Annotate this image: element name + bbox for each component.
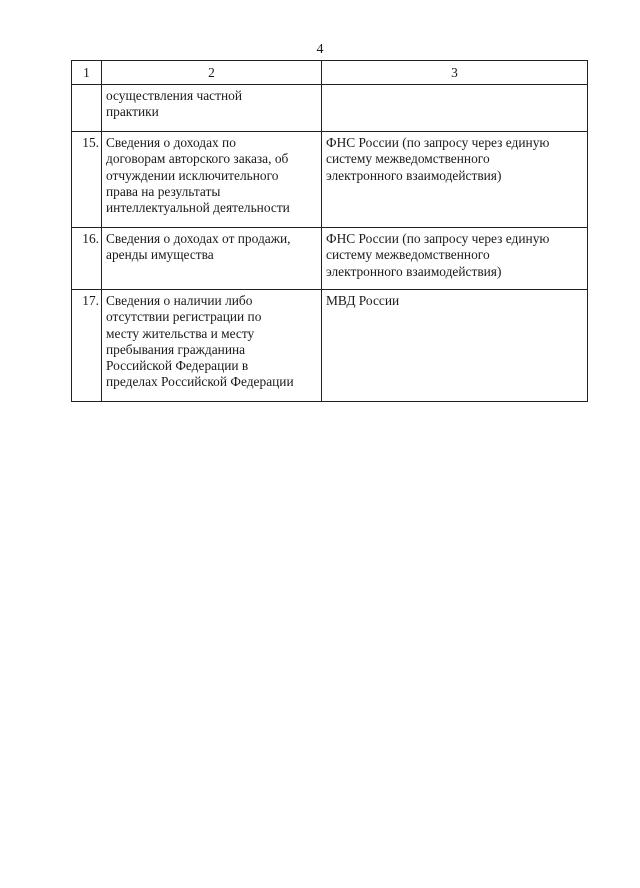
row-info xyxy=(102,132,322,228)
row-info-line: Сведения о наличии либо xyxy=(106,293,253,309)
row-source xyxy=(322,85,588,132)
row-source-line: систему межведомственного xyxy=(326,247,490,263)
row-info-line: пределах Российской Федерации xyxy=(106,374,294,390)
column-header-number: 1 xyxy=(72,61,102,85)
row-number: 17. xyxy=(72,290,102,402)
row-info-line: отчуждении исключительного xyxy=(106,167,279,183)
row-info-line: Сведения о доходах от продажи, xyxy=(106,231,291,247)
row-info-line: практики xyxy=(106,104,159,120)
row-source-line: ФНС России (по запросу через единую xyxy=(326,231,550,247)
row-info-line: права на результаты xyxy=(106,183,221,199)
row-info-line: отсутствии регистрации по xyxy=(106,309,262,325)
row-number: 15. xyxy=(72,132,102,228)
row-info xyxy=(102,85,322,132)
document-table xyxy=(71,60,588,402)
row-info-line: месту жительства и месту xyxy=(106,325,255,341)
page-number: 4 xyxy=(316,42,324,57)
row-info xyxy=(102,290,322,402)
row-source-line: электронного взаимодействия) xyxy=(326,167,502,183)
table-row xyxy=(72,132,588,228)
row-source xyxy=(322,228,588,290)
row-info-line: Сведения о доходах по xyxy=(106,135,236,151)
row-source-line: электронного взаимодействия) xyxy=(326,263,502,279)
row-info-line: аренды имущества xyxy=(106,247,214,263)
row-source-line: МВД России xyxy=(326,293,400,309)
row-source-line: ФНС России (по запросу через единую xyxy=(326,135,550,151)
row-info-line: интеллектуальной деятельности xyxy=(106,200,290,216)
row-info-line: пребывания гражданина xyxy=(106,341,246,357)
row-info-line: договорам авторского заказа, об xyxy=(106,151,289,167)
row-source xyxy=(322,132,588,228)
table-row xyxy=(72,228,588,290)
row-info xyxy=(102,228,322,290)
table-header-row xyxy=(72,61,588,85)
row-info-line: осуществления частной xyxy=(106,88,242,104)
row-info-line: Российской Федерации в xyxy=(106,358,249,374)
table-row xyxy=(72,290,588,402)
column-header-info: 2 xyxy=(102,61,322,85)
table-row xyxy=(72,85,588,132)
row-number: 16. xyxy=(72,228,102,290)
row-source-line: систему межведомственного xyxy=(326,151,490,167)
row-source xyxy=(322,290,588,402)
row-number xyxy=(72,85,102,132)
column-header-source: 3 xyxy=(322,61,588,85)
